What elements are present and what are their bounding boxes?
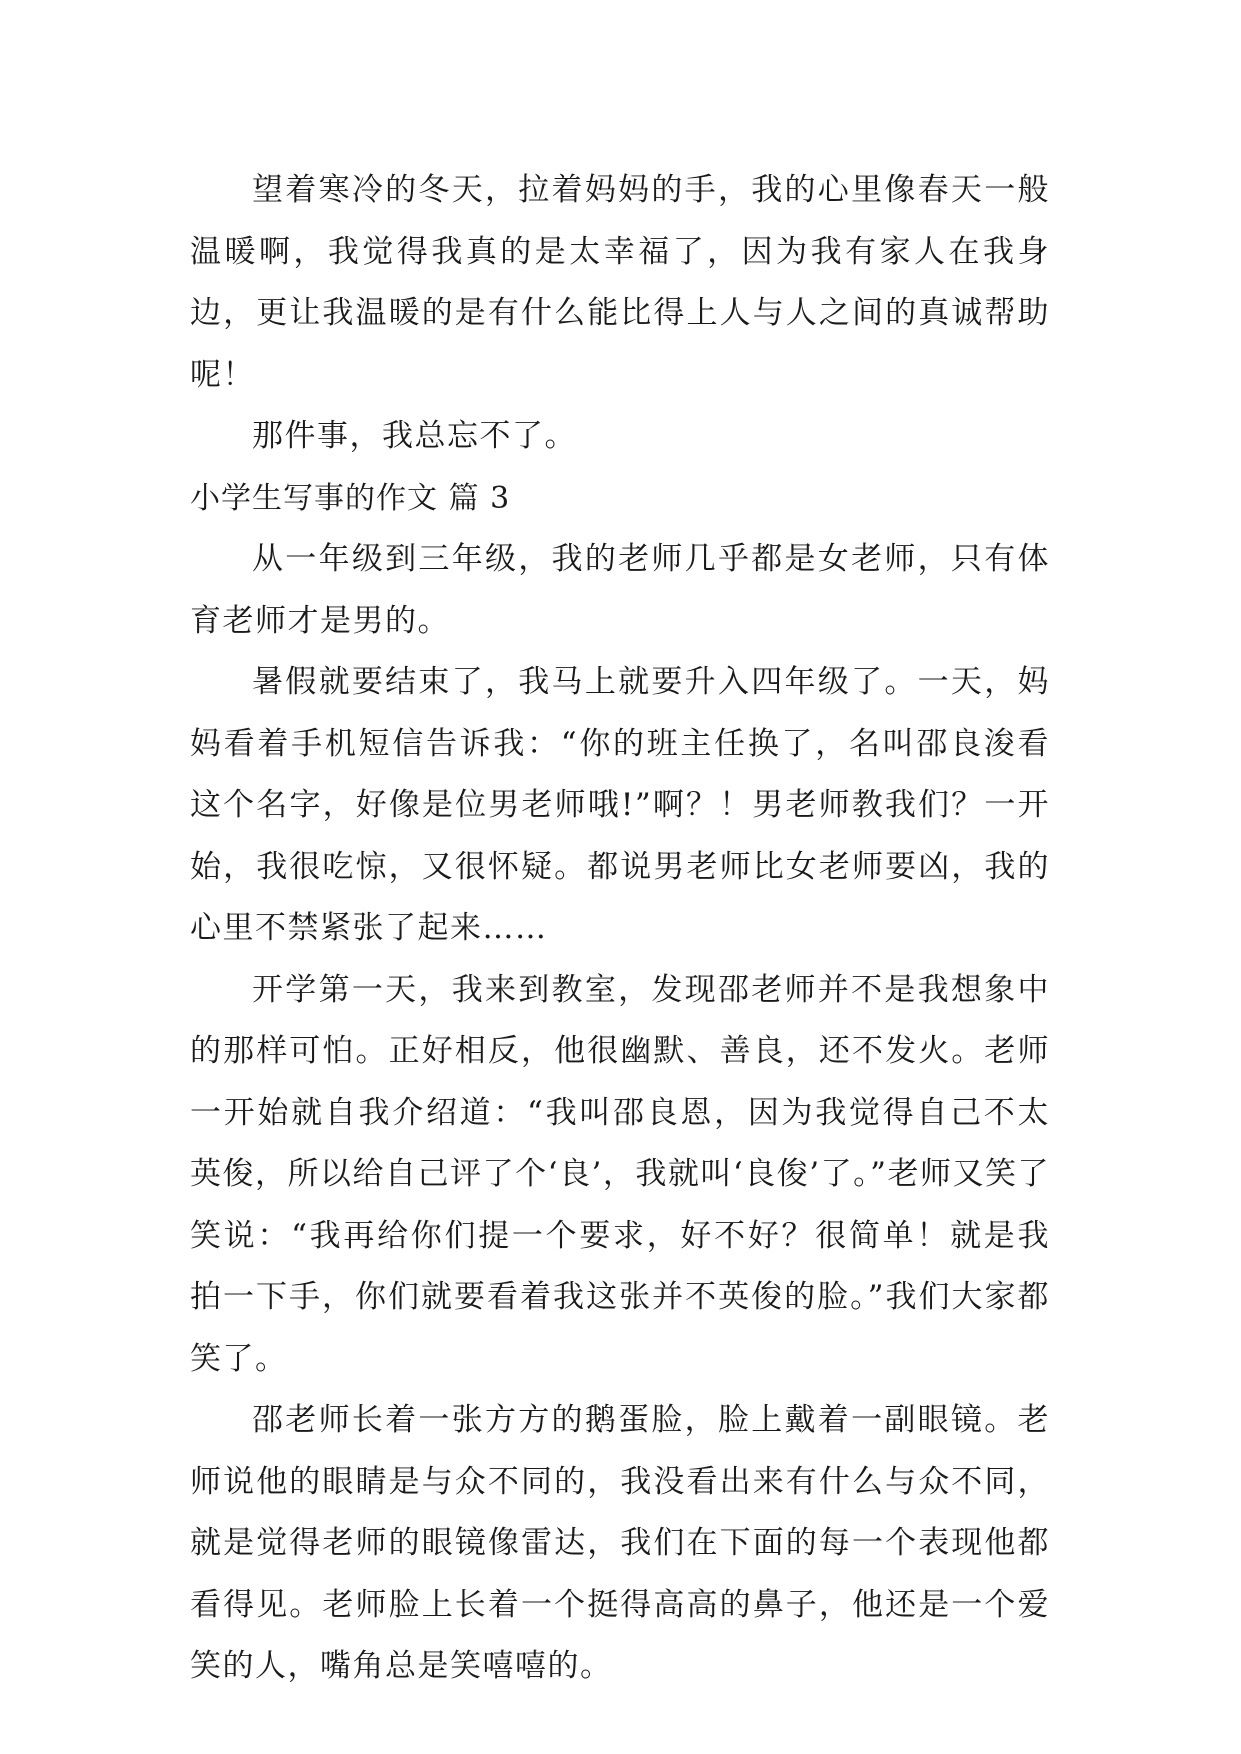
paragraph-3: 从一年级到三年级，我的老师几乎都是女老师，只有体育老师才是男的。 — [190, 541, 1050, 639]
paragraph-4: 暑假就要结束了，我马上就要升入四年级了。一天，妈妈看着手机短信告诉我：“你的班主任换了，名叫邵良浚看这个名字，好像是位男老师哦!”啊？！男老师教我们？一开始，我很吃惊，又很怀疑。都说男老师比女老师要凶，我的心里不禁紧张了起来…… — [190, 664, 1050, 946]
document-body — [190, 160, 1050, 1698]
paragraph-1: 望着寒冷的冬天，拉着妈妈的手，我的心里像春天一般温暖啊，我觉得我真的是太幸福了，因为我有家人在我身边，更让我温暖的是有什么能比得上人与人之间的真诚帮助呢！ — [190, 172, 1050, 393]
paragraph-2: 那件事，我总忘不了。 — [252, 418, 577, 454]
section-heading: 小学生写事的作文 篇 3 — [190, 480, 511, 516]
paragraph-6: 邵老师长着一张方方的鹅蛋脸，脸上戴着一副眼镜。老师说他的眼睛是与众不同的，我没看出来有什么与众不同，就是觉得老师的眼镜像雷达，我们在下面的每一个表现他都看得见。老师脸上长着一个挺得高高的鼻子，他还是一个爱笑的人，嘴角总是笑嘻嘻的。 — [190, 1402, 1050, 1684]
paragraph-5: 开学第一天，我来到教室，发现邵老师并不是我想象中的那样可怕。正好相反，他很幽默、善良，还不发火。老师一开始就自我介绍道：“我叫邵良恩，因为我觉得自己不太英俊，所以给自己评了个‘良’，我就叫‘良俊’了。”老师又笑了笑说：“我再给你们提一个要求，好不好？很简单！就是我拍一下手，你们就要看着我这张并不英俊的脸。”我们大家都笑了。 — [190, 971, 1050, 1377]
